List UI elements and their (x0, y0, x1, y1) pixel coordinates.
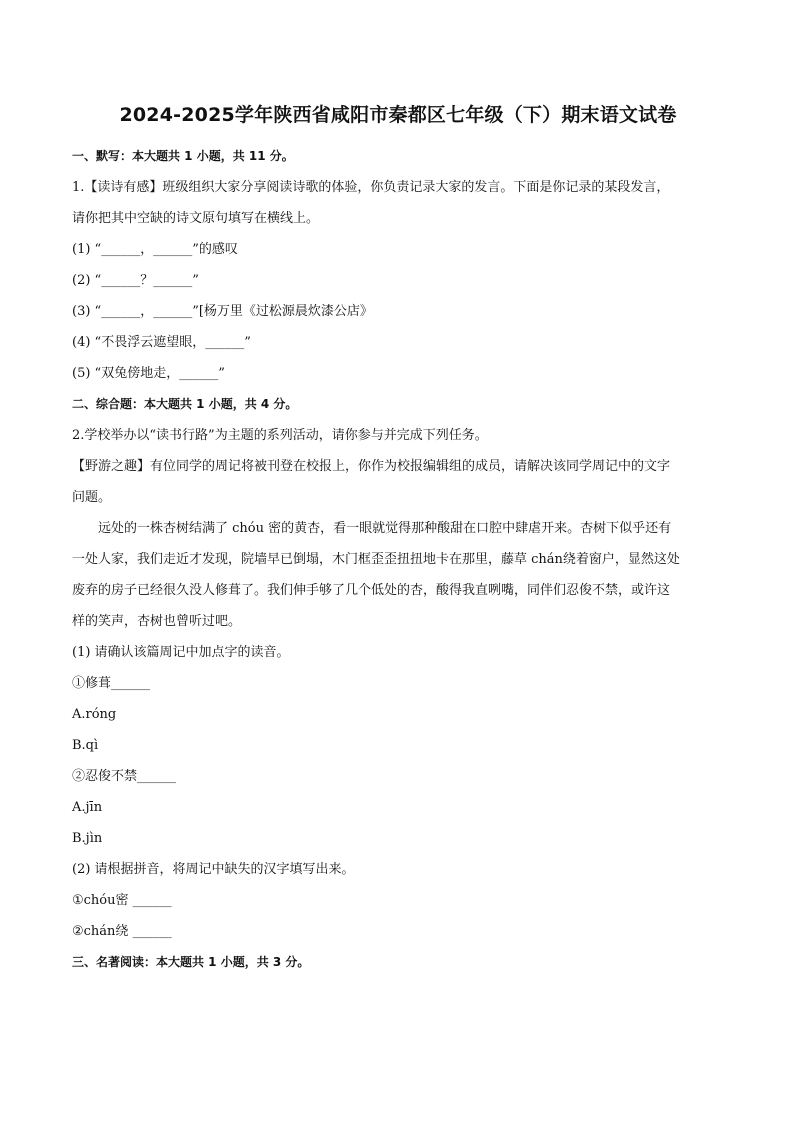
q2-passage-line-1: 远处的一株杏树结满了 chóu 密的黄杏，看一眼就觉得那种酸甜在口腔中肆虐开来。杏树下似乎还有 (98, 521, 672, 536)
q2-sub1-b-option-b: B.jìn (72, 831, 103, 846)
q2-sub2-item-a: ①chóu密 ______ (72, 893, 172, 908)
q2-sub2-prompt: (2) 请根据拼音，将周记中缺失的汉字填写出来。 (72, 862, 355, 877)
q2-sub1-a-option-b: B.qì (72, 738, 99, 753)
q2-passage-line-3: 废弃的房子已经很久没人修葺了。我们伸手够了几个低处的杏，酸得我直咧嘴，同伴们忍俊不禁，或许这 (72, 583, 671, 598)
q2-sub1-item-b: ②忍俊不禁______ (72, 769, 177, 784)
q1-item-1: (1) “______，______”的感叹 (72, 242, 238, 257)
exam-title: 2024-2025学年陕西省咸阳市秦都区七年级（下）期末语文试卷 (119, 104, 677, 126)
q1-item-5: (5) “双兔傍地走，______” (72, 366, 225, 381)
q2-sub1-item-a: ①修葺______ (72, 676, 151, 691)
q2-intro: 2.学校举办以“读书行路”为主题的系列活动，请你参与并完成下列任务。 (72, 428, 488, 443)
q2-sub1-prompt: (1) 请确认该篇周记中加点字的读音。 (72, 645, 290, 660)
q2-passage-line-4: 样的笑声，杏树也曾听过吧。 (72, 614, 242, 629)
q2-sub1-b-option-a: A.jīn (72, 800, 103, 815)
q2-sub1-a-option-a: A.róng (72, 707, 117, 722)
q2-passage-line-2: 一处人家，我们走近才发现，院墙早已倒塌，木门框歪歪扭扭地卡在那里，藤草 chán绕着窗户，显然这处 (72, 552, 680, 567)
q2-sub2-item-b: ②chán绕 ______ (72, 924, 172, 939)
exam-page (72, 100, 724, 978)
q1-item-2: (2) “______？______” (72, 273, 199, 288)
q1-intro-line-2: 请你把其中空缺的诗文原句填写在横线上。 (72, 211, 320, 226)
section-heading-1: 一、默写：本大题共 1 小题，共 11 分。 (72, 149, 294, 163)
q2-task-line-1: 【野游之趣】有位同学的周记将被刊登在校报上，你作为校报编辑组的成员，请解决该同学周记中的文字 (72, 459, 671, 474)
q1-item-4: (4) “不畏浮云遮望眼，______” (72, 335, 251, 350)
section-heading-2: 二、综合题：本大题共 1 小题，共 4 分。 (72, 397, 298, 411)
q2-task-line-2: 问题。 (72, 490, 112, 505)
section-heading-3: 三、名著阅读：本大题共 1 小题，共 3 分。 (72, 955, 310, 969)
q1-intro-line-1: 1.【读诗有感】班级组织大家分享阅读诗歌的体验，你负责记录大家的发言。下面是你记录的某段发言， (72, 180, 670, 195)
q1-item-3: (3) “______，______”[杨万里《过松源晨炊漆公店》 (72, 304, 373, 319)
